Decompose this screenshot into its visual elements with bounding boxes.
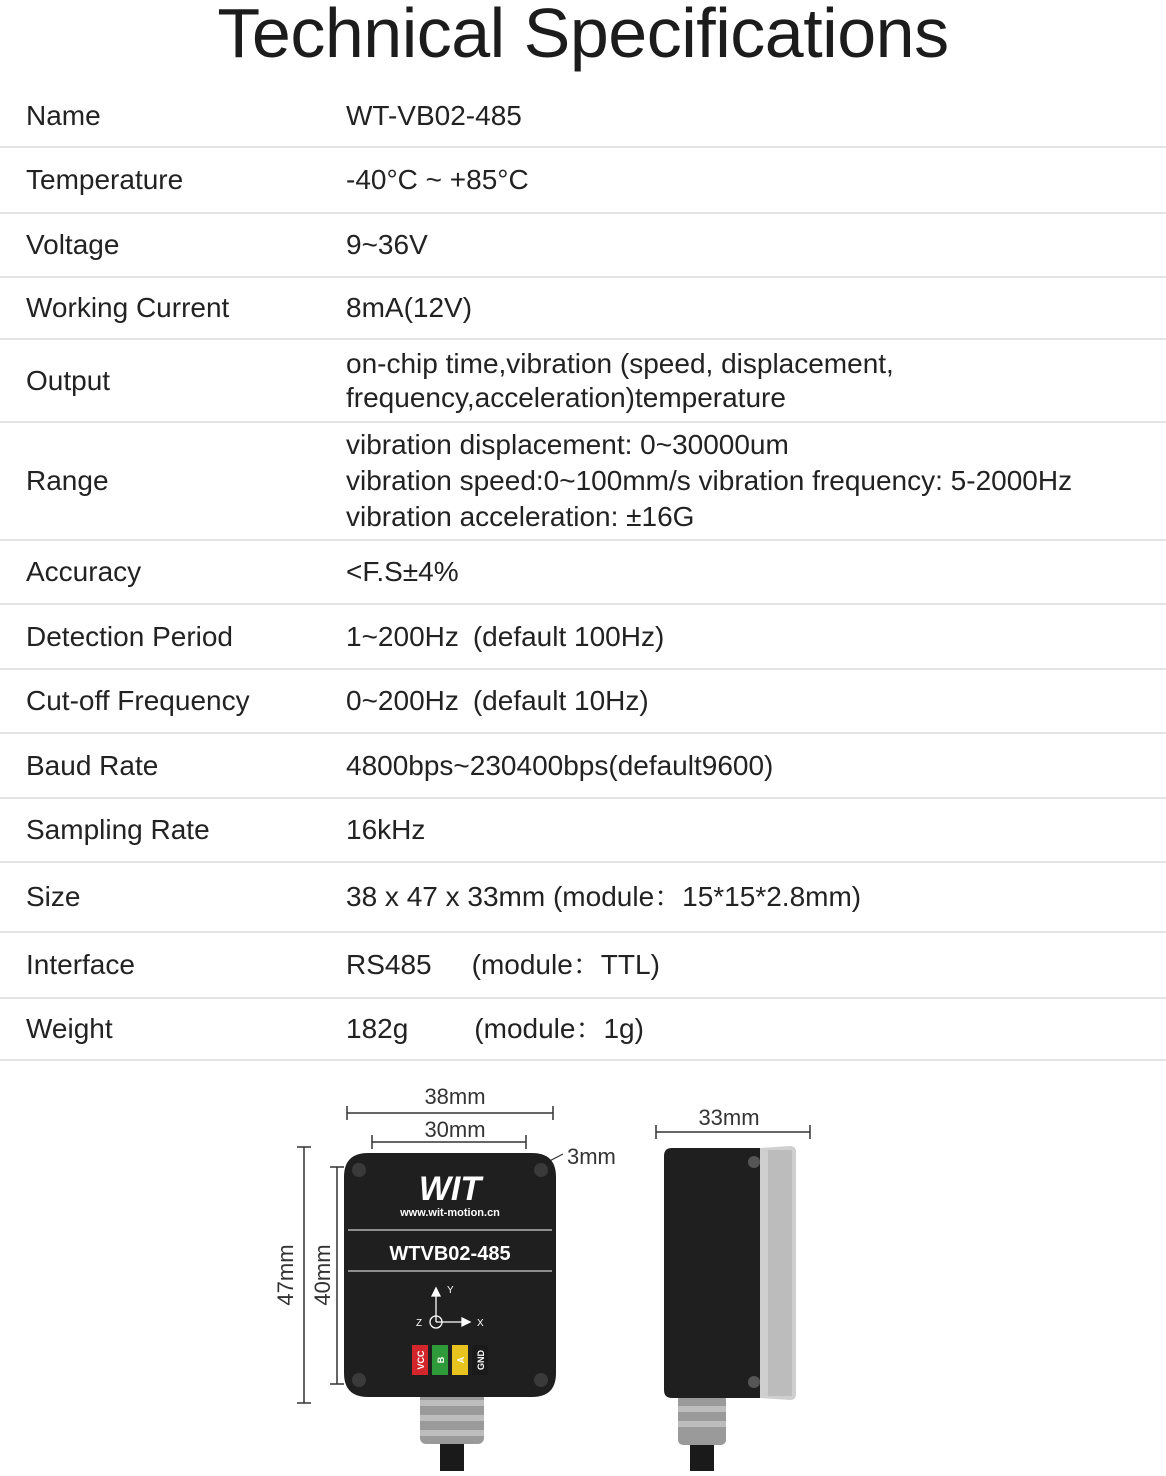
spec-row-size (0, 863, 1166, 933)
axis-x-label: X (477, 1318, 484, 1329)
dimension-38mm-label: 38mm (424, 1084, 486, 1109)
spec-row-output (0, 340, 1166, 423)
spec-row-baud-rate (0, 734, 1166, 799)
dimension-40mm-label: 40mm (310, 1244, 335, 1306)
spec-label: Voltage (26, 229, 120, 260)
spec-value: -40°C ~ +85°C (346, 164, 529, 195)
pin-vcc-label: VCC (416, 1350, 426, 1370)
spec-value: WT-VB02-485 (346, 99, 522, 131)
spec-label: Name (26, 99, 101, 131)
spec-value: 38 x 47 x 33mm (module：15*15*2.8mm) (346, 881, 862, 912)
spec-value-main: 182g (346, 1013, 409, 1044)
spec-value: 16kHz (346, 814, 426, 845)
axis-z-label: Z (416, 1318, 423, 1329)
spec-value: <F.S±4% (346, 556, 459, 587)
spec-label: Cut-off Frequency (26, 685, 250, 716)
dimension-47mm (297, 1147, 311, 1403)
sensor-front-view (344, 1153, 556, 1471)
spec-row-accuracy (0, 541, 1166, 605)
spec-row-weight (0, 999, 1166, 1061)
pin-b-label: B (436, 1356, 446, 1364)
spec-value: 8mA(12V) (346, 292, 473, 323)
dimension-33mm-label: 33mm (698, 1105, 760, 1130)
spec-value: 0~200Hz (default 10Hz) (346, 685, 649, 716)
spec-row-range (0, 423, 1166, 541)
spec-label: Baud Rate (26, 749, 159, 781)
spec-value-line: vibration speed:0~100mm/s vibration frequency: 5-2000Hz (346, 465, 1073, 496)
spec-value (346, 1011, 644, 1047)
dimension-47mm-label: 47mm (273, 1244, 298, 1306)
spec-label: Working Current (26, 292, 230, 323)
sensor-side-view (664, 1146, 796, 1471)
spec-label: Temperature (26, 164, 184, 195)
page-title: Technical Specifications (217, 0, 949, 72)
spec-value-line: vibration displacement: 0~30000um (346, 429, 789, 460)
spec-value: 4800bps~230400bps(default9600) (346, 749, 774, 781)
spec-label: Interface (26, 949, 135, 980)
spec-row-detection-period (0, 605, 1166, 670)
dimension-3mm-label: 3mm (567, 1144, 616, 1169)
axis-y-label: Y (447, 1285, 454, 1296)
spec-row-working-current (0, 278, 1166, 340)
pin-a-label: A (456, 1356, 466, 1364)
spec-value (346, 427, 1072, 535)
spec-row-temperature (0, 148, 1166, 214)
spec-row-name (0, 85, 1166, 148)
spec-label: Size (26, 881, 81, 912)
dimension-diagram (0, 1070, 1166, 1471)
spec-value (346, 347, 894, 415)
spec-row-cutoff-frequency (0, 670, 1166, 734)
spec-label: Range (26, 465, 109, 496)
spec-value-extra: (module：1g) (474, 1013, 644, 1044)
spec-row-sampling-rate (0, 799, 1166, 863)
wit-logo: WIT (418, 1170, 482, 1208)
spec-value: 1~200Hz (default 100Hz) (346, 620, 665, 652)
spec-value-line: vibration acceleration: ±16G (346, 501, 695, 532)
spec-value (346, 947, 660, 983)
pin-gnd-label: GND (476, 1350, 486, 1370)
spec-value-extra: (module：TTL) (471, 949, 660, 980)
spec-value-line: on-chip time,vibration (speed, displacement, (346, 347, 894, 379)
website-text: www.wit-motion.cn (400, 1207, 500, 1219)
spec-row-interface (0, 933, 1166, 999)
spec-label: Sampling Rate (26, 814, 210, 845)
spec-label: Accuracy (26, 556, 142, 587)
spec-label: Weight (26, 1013, 113, 1044)
spec-value-line: frequency,acceleration)temperature (346, 381, 786, 413)
spec-label: Output (26, 364, 111, 396)
spec-row-voltage (0, 214, 1166, 278)
model-text: WTVB02-485 (389, 1243, 511, 1265)
spec-value-main: RS485 (346, 949, 432, 980)
spec-value: 9~36V (346, 229, 428, 260)
spec-label: Detection Period (26, 620, 234, 652)
dimension-30mm-label: 30mm (424, 1117, 486, 1142)
